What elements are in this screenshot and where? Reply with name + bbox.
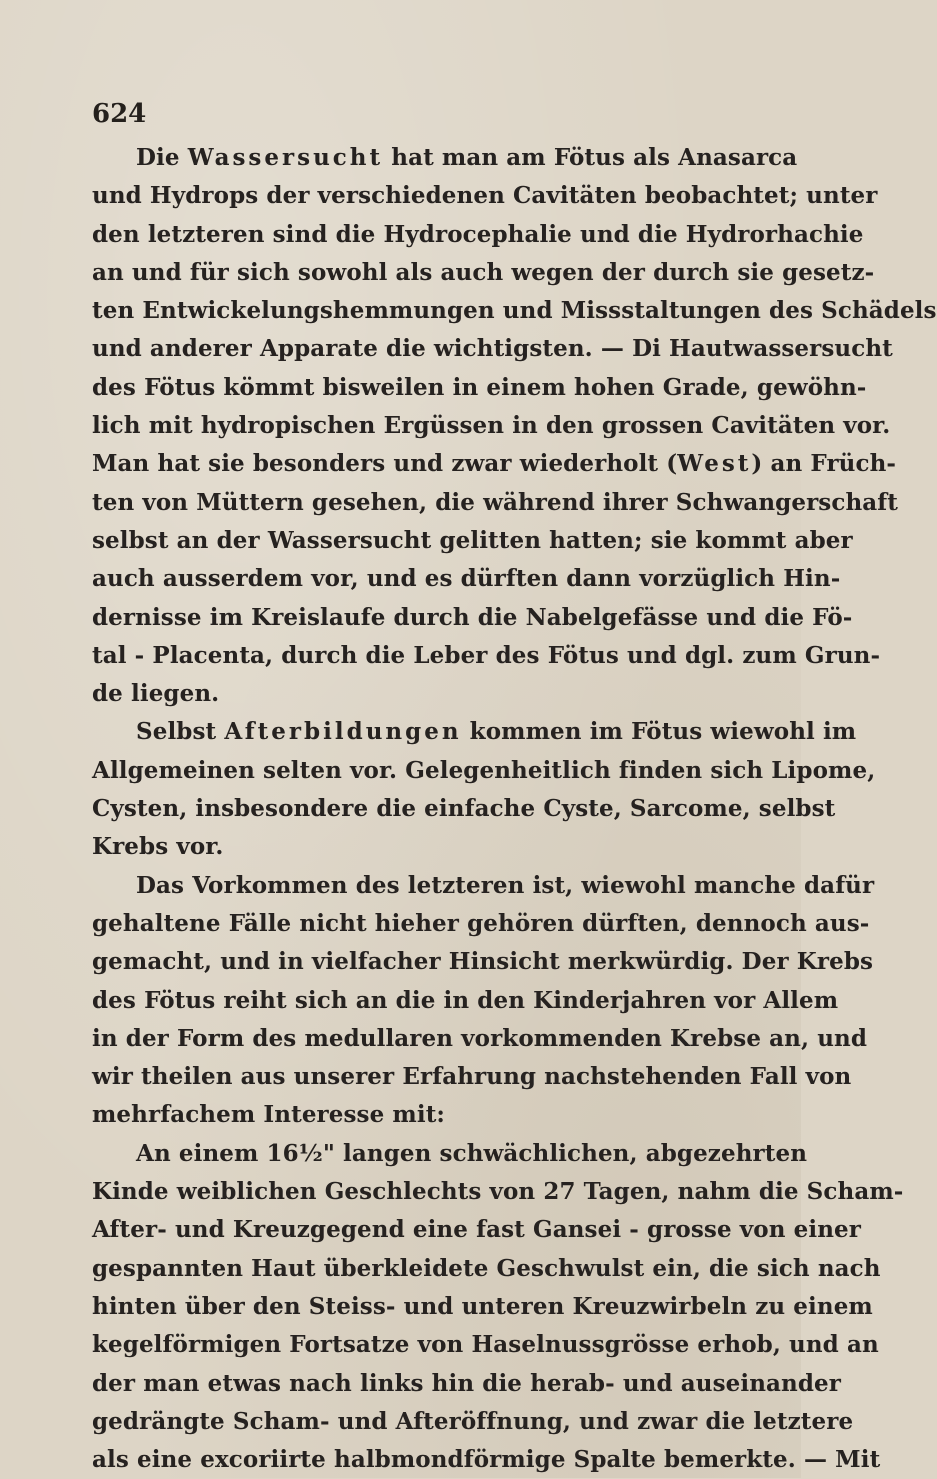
text-segment: Cysten, insbesondere die einfache Cyste, Sarcome, selbst (92, 795, 836, 823)
emphasized-text: West (677, 450, 752, 478)
text-segment: hat man am Fötus als Anasarca (383, 144, 798, 171)
text-segment: ten von Müttern gesehen, die während ihrer Schwangerschaft (92, 488, 898, 516)
text-line (92, 445, 897, 483)
text-line (92, 1403, 854, 1441)
text-line (92, 1135, 808, 1173)
text-line (92, 1441, 881, 1479)
text-line (92, 369, 867, 407)
text-segment: hinten über den Steiss- und unteren Kreuzwirbeln zu einem (92, 1292, 873, 1320)
text-line (92, 713, 857, 751)
text-segment: selbst an der Wassersucht gelitten hatten; sie kommt aber (92, 526, 853, 554)
text-segment: Das Vorkommen des letzteren ist, wiewohl manche dafür (136, 871, 875, 899)
text-segment: des Fötus reiht sich an die in den Kinderjahren vor Allem (92, 986, 839, 1014)
page-number: 624 (92, 99, 147, 129)
text-line (92, 1173, 904, 1211)
emphasized-text: Afterbildungen (224, 718, 462, 746)
text-segment: ten Entwickelungshemmungen und Missstaltungen des Schädels (92, 297, 937, 325)
text-line (92, 599, 853, 637)
text-line (92, 1288, 873, 1326)
text-segment: de liegen. (92, 680, 220, 708)
text-line (92, 637, 881, 675)
text-line (92, 292, 937, 330)
text-segment: der man etwas nach links hin die herab- und auseinander (92, 1369, 841, 1397)
text-segment: gehaltene Fälle nicht hieher gehören dürften, dennoch aus- (92, 909, 870, 937)
text-segment: An einem 16½" langen schwächlichen, abgezehrten (136, 1139, 808, 1167)
text-segment: und anderer Apparate die wichtigsten. — Di Hautwassersucht (92, 335, 893, 363)
text-line (92, 1326, 879, 1364)
text-line (92, 177, 878, 215)
text-segment: Selbst (136, 718, 225, 746)
text-line (92, 560, 841, 598)
text-segment: lich mit hydropischen Ergüssen in den grossen Cavitäten vor. (92, 412, 891, 440)
text-line (92, 1250, 881, 1288)
emphasized-text: Wassersucht (187, 144, 384, 171)
text-line (92, 675, 764, 713)
text-line (92, 867, 875, 905)
text-segment: ) an Früch- (751, 450, 897, 478)
text-line (92, 790, 836, 828)
text-line (92, 216, 864, 254)
text-line (92, 1365, 841, 1403)
text-segment: an und für sich sowohl als auch wegen der durch sie gesetz- (92, 258, 875, 286)
text-segment: gespannten Haut überkleidete Geschwulst ein, die sich nach (92, 1254, 881, 1282)
text-line (92, 752, 876, 790)
text-line (92, 254, 875, 292)
text-segment: mehrfachem Interesse mit: (92, 1101, 446, 1129)
text-line (92, 522, 853, 560)
text-segment: wir theilen aus unserer Erfahrung nachstehenden Fall von (92, 1063, 852, 1091)
text-segment: Man hat sie besonders und zwar wiederholt ( (92, 450, 678, 478)
text-segment: als eine excoriirte halbmondförmige Spalte bemerkte. — Mit (92, 1446, 881, 1474)
text-line (92, 1020, 868, 1058)
text-line (92, 1211, 861, 1249)
text-segment: After- und Kreuzgegend eine fast Gansei - grosse von einer (92, 1216, 861, 1244)
text-segment: tal - Placenta, durch die Leber des Fötus und dgl. zum Grun- (92, 641, 881, 669)
text-segment: des Fötus kömmt bisweilen in einem hohen Grade, gewöhn- (92, 373, 867, 401)
text-segment: kegelförmigen Fortsatze von Haselnussgrösse erhob, und an (92, 1331, 879, 1359)
text-segment: in der Form des medullaren vorkommenden Krebse an, und (92, 1024, 868, 1052)
text-segment: Allgemeinen selten vor. Gelegenheitlich finden sich Lipome, (92, 756, 876, 784)
text-segment: und Hydrops der verschiedenen Cavitäten beobachtet; unter (92, 182, 878, 210)
text-line (92, 982, 839, 1020)
text-segment: gedrängte Scham- und Afteröffnung, und zwar die letztere (92, 1407, 854, 1435)
text-segment: gemacht, und in vielfacher Hinsicht merkwürdig. Der Krebs (92, 948, 874, 976)
text-segment: dernisse im Kreislaufe durch die Nabelgefässe und die Fö- (92, 603, 853, 631)
text-line (92, 1096, 764, 1134)
text-segment: Kinde weiblichen Geschlechts von 27 Tagen, nahm die Scham- (92, 1178, 904, 1206)
text-segment: auch ausserdem vor, und es dürften dann vorzüglich Hin- (92, 565, 841, 593)
text-line (92, 905, 870, 943)
text-line (92, 330, 893, 368)
text-line (92, 1058, 852, 1096)
text-line (92, 943, 874, 981)
text-line (92, 828, 764, 866)
text-segment: den letzteren sind die Hydrocephalie und die Hydrorhachie (92, 220, 864, 248)
text-line (92, 139, 798, 177)
text-segment: Krebs vor. (92, 833, 224, 861)
text-segment: kommen im Fötus wiewohl im (461, 718, 857, 746)
text-segment: Die (136, 144, 188, 171)
body-text (92, 139, 937, 1479)
text-line (92, 407, 891, 445)
text-line (92, 484, 898, 522)
